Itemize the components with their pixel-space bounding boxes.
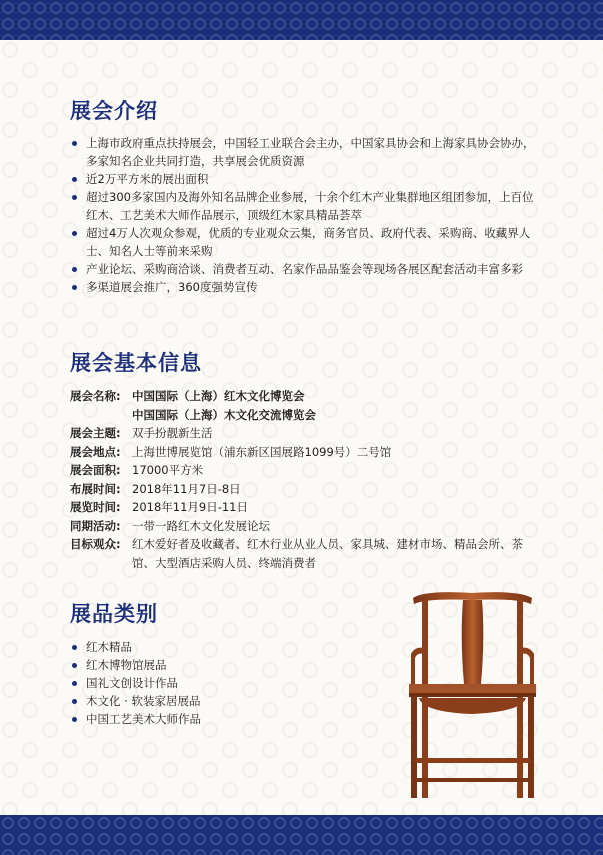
category-item: 红木博物馆展品 bbox=[70, 656, 390, 674]
info-row-audience bbox=[70, 535, 540, 572]
bottom-decor-band bbox=[0, 815, 603, 855]
info-label: 布展时间: bbox=[70, 481, 121, 496]
info-value: 红木爱好者及收藏者、红木行业从业人员、家具城、建材市场、精品会所、茶馆、大型酒店采购人员、终端消费者 bbox=[132, 537, 523, 570]
category-item: 国礼文创设计作品 bbox=[70, 674, 390, 692]
info-label: 目标观众: bbox=[70, 537, 121, 551]
intro-item: 超过4万人次观众参观，优质的专业观众云集，商务官员、政府代表、采购商、收藏界人士、知名人士等前来采购 bbox=[70, 224, 540, 260]
intro-item: 超过300多家国内及海外知名品牌企业参展，十余个红木产业集群地区组团参加，上百位红木、工艺美术大师作品展示，顶级红木家具精品荟萃 bbox=[70, 188, 540, 224]
info-value: 上海世博展览馆（浦东新区国展路1099号）二号馆 bbox=[132, 444, 392, 459]
info-row-show bbox=[70, 498, 540, 517]
info-value: 中国国际（上海）红木文化博览会 bbox=[132, 389, 305, 403]
info-row-name bbox=[70, 387, 540, 406]
intro-item: 近2万平方米的展出面积 bbox=[70, 170, 540, 188]
section-title-basic-info: 展会基本信息 bbox=[70, 351, 202, 375]
top-decor-band bbox=[0, 0, 603, 40]
info-value: 2018年11月9日-11日 bbox=[132, 500, 248, 514]
intro-item: 多渠道展会推广，360度强势宣传 bbox=[70, 278, 540, 296]
info-row-theme bbox=[70, 424, 540, 443]
info-value: 2018年11月7日-8日 bbox=[132, 481, 241, 496]
info-label: 展会地点: bbox=[70, 444, 121, 459]
category-list bbox=[70, 638, 390, 728]
category-item: 木文化 · 软装家居展品 bbox=[70, 692, 390, 710]
info-value: 双手扮靓新生活 bbox=[132, 426, 213, 440]
section-title-intro: 展会介绍 bbox=[70, 99, 158, 123]
intro-item: 产业论坛、采购商洽谈、消费者互动、名家作品品鉴会等现场各展区配套活动丰富多彩 bbox=[70, 260, 540, 278]
section-title-categories: 展品类别 bbox=[70, 602, 158, 626]
info-label: 展会面积: bbox=[70, 463, 121, 477]
basic-info-list bbox=[70, 387, 540, 572]
info-row-name-2 bbox=[70, 406, 540, 425]
info-row-setup bbox=[70, 480, 540, 499]
info-value: 一带一路红木文化发展论坛 bbox=[132, 518, 270, 533]
info-row-area bbox=[70, 461, 540, 480]
info-label: 同期活动: bbox=[70, 518, 121, 533]
info-value: 17000平方米 bbox=[132, 463, 204, 477]
rosewood-chair-image bbox=[405, 588, 540, 800]
info-row-venue bbox=[70, 443, 540, 462]
category-item: 红木精品 bbox=[70, 638, 390, 656]
intro-list bbox=[70, 134, 540, 296]
intro-item: 上海市政府重点扶持展会，中国轻工业联合会主办，中国家具协会和上海家具协会协办，多家知名企业共同打造，共享展会优质资源 bbox=[70, 134, 540, 170]
info-value: 中国国际（上海）木文化交流博览会 bbox=[132, 407, 316, 422]
category-item: 中国工艺美术大师作品 bbox=[70, 710, 390, 728]
info-label: 展会名称: bbox=[70, 389, 121, 403]
info-label: 展会主题: bbox=[70, 426, 121, 440]
info-row-event bbox=[70, 517, 540, 536]
info-label: 展览时间: bbox=[70, 500, 121, 514]
